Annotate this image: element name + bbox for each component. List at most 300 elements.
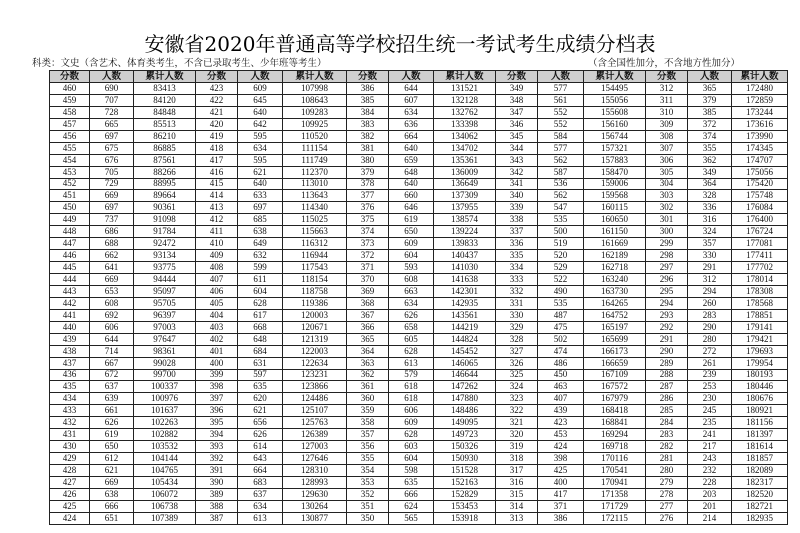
table-cell: 637 [90, 381, 134, 393]
table-cell: 398 [196, 381, 238, 393]
table-cell: 349 [688, 166, 732, 178]
table-row [50, 441, 788, 453]
table-row [50, 94, 788, 106]
table-cell: 292 [646, 321, 688, 333]
table-cell: 167572 [584, 381, 646, 393]
table-cell: 201 [688, 500, 732, 512]
table-cell: 352 [347, 488, 389, 500]
table-cell: 626 [389, 309, 434, 321]
table-row [50, 83, 788, 95]
table-cell: 276 [646, 512, 688, 524]
table-cell: 146644 [434, 369, 496, 381]
table-cell: 162189 [584, 250, 646, 262]
table-cell: 175420 [732, 178, 788, 190]
table-cell: 324 [688, 226, 732, 238]
table-cell: 648 [389, 166, 434, 178]
table-cell: 101637 [134, 405, 196, 417]
table-cell: 355 [688, 142, 732, 154]
table-cell: 606 [90, 321, 134, 333]
table-cell: 395 [196, 417, 238, 429]
table-cell: 342 [496, 166, 538, 178]
table-cell: 333 [496, 274, 538, 286]
table-cell: 529 [538, 262, 584, 274]
table-cell: 628 [238, 297, 283, 309]
table-cell: 410 [196, 238, 238, 250]
table-cell: 672 [90, 369, 134, 381]
table-cell: 638 [90, 488, 134, 500]
table-cell: 130877 [283, 512, 347, 524]
table-cell: 385 [688, 106, 732, 118]
table-cell: 110520 [283, 130, 347, 142]
column-header: 人数 [238, 71, 283, 83]
column-header: 累计人数 [434, 71, 496, 83]
table-cell: 147880 [434, 393, 496, 405]
table-cell: 106072 [134, 488, 196, 500]
table-cell: 658 [389, 321, 434, 333]
table-cell: 387 [196, 512, 238, 524]
table-cell: 178851 [732, 309, 788, 321]
table-cell: 398 [538, 453, 584, 465]
column-header: 累计人数 [134, 71, 196, 83]
table-cell: 638 [238, 226, 283, 238]
table-cell: 232 [688, 465, 732, 477]
table-row [50, 118, 788, 130]
table-row [50, 345, 788, 357]
table-cell: 283 [688, 309, 732, 321]
table-cell: 168418 [584, 405, 646, 417]
table-cell: 340 [496, 190, 538, 202]
table-cell: 628 [389, 345, 434, 357]
table-cell: 243 [688, 453, 732, 465]
table-cell: 640 [389, 142, 434, 154]
table-cell: 562 [538, 190, 584, 202]
table-cell: 137955 [434, 202, 496, 214]
table-cell: 106738 [134, 500, 196, 512]
table-cell: 637 [238, 488, 283, 500]
table-cell: 360 [347, 393, 389, 405]
table-cell: 444 [50, 274, 90, 286]
table-row [50, 285, 788, 297]
table-cell: 309 [646, 118, 688, 130]
table-cell: 324 [496, 381, 538, 393]
table-cell: 634 [238, 500, 283, 512]
table-cell: 474 [538, 345, 584, 357]
table-body [50, 83, 788, 525]
table-cell: 401 [196, 345, 238, 357]
column-header: 分数 [496, 71, 538, 83]
table-cell: 109283 [283, 106, 347, 118]
table-cell: 308 [646, 130, 688, 142]
table-cell: 426 [50, 488, 90, 500]
table-cell: 388 [196, 500, 238, 512]
table-cell: 180446 [732, 381, 788, 393]
table-cell: 579 [389, 369, 434, 381]
table-cell: 386 [347, 83, 389, 95]
table-cell: 434 [50, 393, 90, 405]
table-cell: 604 [389, 250, 434, 262]
table-cell: 140437 [434, 250, 496, 262]
table-cell: 158470 [584, 166, 646, 178]
table-row [50, 476, 788, 488]
table-cell: 166173 [584, 345, 646, 357]
table-cell: 100976 [134, 393, 196, 405]
table-cell: 632 [238, 250, 283, 262]
table-cell: 174345 [732, 142, 788, 154]
table-cell: 293 [646, 309, 688, 321]
table-cell: 686 [90, 226, 134, 238]
table-cell: 419 [196, 130, 238, 142]
table-cell: 656 [238, 417, 283, 429]
table-cell: 684 [238, 345, 283, 357]
table-cell: 107389 [134, 512, 196, 524]
table-cell: 89664 [134, 190, 196, 202]
table-row [50, 274, 788, 286]
table-cell: 312 [646, 83, 688, 95]
table-cell: 147262 [434, 381, 496, 393]
table-cell: 357 [688, 238, 732, 250]
table-cell: 593 [389, 262, 434, 274]
table-cell: 90361 [134, 202, 196, 214]
table-cell: 116312 [283, 238, 347, 250]
table-cell: 170541 [584, 465, 646, 477]
table-cell: 310 [646, 106, 688, 118]
table-cell: 440 [50, 321, 90, 333]
table-cell: 294 [646, 297, 688, 309]
table-cell: 599 [238, 262, 283, 274]
table-cell: 93775 [134, 262, 196, 274]
table-cell: 136649 [434, 178, 496, 190]
table-cell: 116944 [283, 250, 347, 262]
table-cell: 351 [347, 500, 389, 512]
table-cell: 307 [646, 142, 688, 154]
table-cell: 179141 [732, 321, 788, 333]
table-cell: 645 [238, 94, 283, 106]
table-cell: 609 [389, 417, 434, 429]
table-cell: 354 [347, 465, 389, 477]
table-cell: 153453 [434, 500, 496, 512]
table-cell: 95097 [134, 285, 196, 297]
table-cell: 179954 [732, 357, 788, 369]
table-cell: 393 [196, 441, 238, 453]
table-cell: 379 [347, 166, 389, 178]
table-cell: 214 [688, 512, 732, 524]
table-cell: 182520 [732, 488, 788, 500]
table-cell: 155608 [584, 106, 646, 118]
table-cell: 290 [688, 321, 732, 333]
table-cell: 611 [238, 274, 283, 286]
table-cell: 99028 [134, 357, 196, 369]
table-cell: 450 [538, 369, 584, 381]
table-cell: 287 [646, 381, 688, 393]
table-cell: 331 [496, 297, 538, 309]
table-cell: 178568 [732, 297, 788, 309]
table-cell: 125107 [283, 405, 347, 417]
table-cell: 641 [90, 262, 134, 274]
table-cell: 353 [347, 476, 389, 488]
table-cell: 364 [347, 345, 389, 357]
table-cell: 417 [538, 488, 584, 500]
table-row [50, 106, 788, 118]
table-cell: 311 [646, 94, 688, 106]
table-cell: 149095 [434, 417, 496, 429]
table-cell: 621 [90, 465, 134, 477]
table-cell: 180676 [732, 393, 788, 405]
table-cell: 475 [538, 321, 584, 333]
table-cell: 115663 [283, 226, 347, 238]
table-cell: 128993 [283, 476, 347, 488]
table-cell: 129630 [283, 488, 347, 500]
table-cell: 394 [196, 429, 238, 441]
table-row [50, 357, 788, 369]
table-cell: 439 [538, 405, 584, 417]
table-cell: 128310 [283, 465, 347, 477]
table-row [50, 321, 788, 333]
table-cell: 182089 [732, 465, 788, 477]
table-cell: 113010 [283, 178, 347, 190]
table-cell: 159006 [584, 178, 646, 190]
table-cell: 181614 [732, 441, 788, 453]
table-cell: 399 [196, 369, 238, 381]
table-cell: 228 [688, 476, 732, 488]
table-row [50, 250, 788, 262]
table-cell: 91784 [134, 226, 196, 238]
table-cell: 407 [196, 274, 238, 286]
table-cell: 99700 [134, 369, 196, 381]
table-cell: 316 [688, 214, 732, 226]
table-cell: 359 [347, 405, 389, 417]
column-header: 分数 [50, 71, 90, 83]
table-cell: 175748 [732, 190, 788, 202]
table-cell: 239 [688, 369, 732, 381]
table-cell: 604 [389, 453, 434, 465]
table-cell: 428 [50, 465, 90, 477]
table-cell: 176084 [732, 202, 788, 214]
column-header: 人数 [538, 71, 584, 83]
table-cell: 633 [238, 190, 283, 202]
table-cell: 520 [538, 250, 584, 262]
table-cell: 85513 [134, 118, 196, 130]
column-header: 人数 [688, 71, 732, 83]
table-cell: 642 [238, 118, 283, 130]
table-cell: 651 [90, 512, 134, 524]
table-cell: 165699 [584, 333, 646, 345]
table-cell: 167109 [584, 369, 646, 381]
table-cell: 522 [538, 274, 584, 286]
table-cell: 664 [238, 465, 283, 477]
table-cell: 374 [347, 226, 389, 238]
table-cell: 303 [646, 190, 688, 202]
table-cell: 163240 [584, 274, 646, 286]
table-cell: 121319 [283, 333, 347, 345]
table-cell: 431 [50, 429, 90, 441]
table-cell: 153918 [434, 512, 496, 524]
table-row [50, 393, 788, 405]
table-cell: 618 [389, 381, 434, 393]
table-cell: 245 [688, 405, 732, 417]
table-cell: 453 [50, 166, 90, 178]
table-cell: 127646 [283, 453, 347, 465]
table-cell: 175056 [732, 166, 788, 178]
table-cell: 88995 [134, 178, 196, 190]
table-cell: 332 [496, 285, 538, 297]
table-cell: 688 [90, 238, 134, 250]
table-cell: 315 [496, 488, 538, 500]
table-cell: 136009 [434, 166, 496, 178]
table-row [50, 417, 788, 429]
table-cell: 644 [90, 333, 134, 345]
table-cell: 134062 [434, 130, 496, 142]
table-cell: 346 [496, 118, 538, 130]
table-cell: 132762 [434, 106, 496, 118]
table-cell: 134702 [434, 142, 496, 154]
table-cell: 230 [688, 393, 732, 405]
table-cell: 433 [50, 405, 90, 417]
table-cell: 378 [347, 178, 389, 190]
table-cell: 423 [538, 417, 584, 429]
table-cell: 690 [90, 83, 134, 95]
table-cell: 635 [238, 381, 283, 393]
table-cell: 459 [50, 94, 90, 106]
table-cell: 165197 [584, 321, 646, 333]
table-row [50, 154, 788, 166]
table-cell: 157883 [584, 154, 646, 166]
table-cell: 177702 [732, 262, 788, 274]
table-cell: 325 [496, 369, 538, 381]
table-cell: 178014 [732, 274, 788, 286]
table-cell: 519 [538, 238, 584, 250]
table-cell: 334 [496, 262, 538, 274]
table-cell: 111749 [283, 154, 347, 166]
table-cell: 663 [389, 285, 434, 297]
table-cell: 425 [50, 500, 90, 512]
table-cell: 330 [496, 309, 538, 321]
table-cell: 298 [646, 250, 688, 262]
table-cell: 391 [196, 465, 238, 477]
table-cell: 304 [646, 178, 688, 190]
table-cell: 728 [90, 106, 134, 118]
table-cell: 302 [646, 202, 688, 214]
table-cell: 86210 [134, 130, 196, 142]
table-cell: 595 [238, 130, 283, 142]
table-cell: 370 [347, 274, 389, 286]
table-cell: 280 [646, 465, 688, 477]
table-cell: 282 [646, 441, 688, 453]
table-cell: 667 [90, 357, 134, 369]
table-cell: 613 [389, 357, 434, 369]
table-cell: 203 [688, 488, 732, 500]
table-cell: 156744 [584, 130, 646, 142]
table-cell: 335 [496, 250, 538, 262]
table-cell: 326 [496, 357, 538, 369]
table-cell: 337 [496, 226, 538, 238]
table-cell: 341 [496, 178, 538, 190]
table-cell: 450 [50, 202, 90, 214]
table-cell: 619 [389, 214, 434, 226]
table-cell: 430 [50, 441, 90, 453]
table-cell: 371 [538, 500, 584, 512]
table-cell: 439 [50, 333, 90, 345]
table-cell: 159568 [584, 190, 646, 202]
table-cell: 120003 [283, 309, 347, 321]
table-cell: 424 [538, 441, 584, 453]
table-cell: 330 [688, 250, 732, 262]
table-cell: 167979 [584, 393, 646, 405]
table-cell: 606 [389, 405, 434, 417]
table-cell: 587 [538, 166, 584, 178]
table-cell: 130264 [283, 500, 347, 512]
table-cell: 291 [688, 262, 732, 274]
table-cell: 390 [196, 476, 238, 488]
table-cell: 438 [50, 345, 90, 357]
table-cell: 619 [90, 429, 134, 441]
table-cell: 457 [50, 118, 90, 130]
table-cell: 235 [688, 417, 732, 429]
table-cell: 141030 [434, 262, 496, 274]
table-cell: 294 [688, 285, 732, 297]
table-cell: 166659 [584, 357, 646, 369]
table-cell: 152163 [434, 476, 496, 488]
table-cell: 412 [196, 214, 238, 226]
table-row [50, 309, 788, 321]
table-header-row [50, 71, 788, 83]
table-cell: 321 [496, 417, 538, 429]
table-cell: 312 [688, 274, 732, 286]
table-cell: 161150 [584, 226, 646, 238]
table-cell: 120671 [283, 321, 347, 333]
table-cell: 609 [389, 238, 434, 250]
table-cell: 164752 [584, 309, 646, 321]
table-cell: 157321 [584, 142, 646, 154]
table-cell: 100337 [134, 381, 196, 393]
table-cell: 114340 [283, 202, 347, 214]
table-cell: 649 [238, 238, 283, 250]
table-cell: 577 [538, 83, 584, 95]
table-cell: 406 [196, 285, 238, 297]
table-cell: 577 [538, 142, 584, 154]
table-cell: 416 [196, 166, 238, 178]
table-cell: 92472 [134, 238, 196, 250]
table-cell: 626 [238, 429, 283, 441]
table-cell: 117543 [283, 262, 347, 274]
table-cell: 150930 [434, 453, 496, 465]
table-cell: 665 [90, 118, 134, 130]
table-cell: 144219 [434, 321, 496, 333]
table-cell: 463 [538, 381, 584, 393]
table-cell: 86885 [134, 142, 196, 154]
table-row [50, 429, 788, 441]
table-cell: 286 [646, 393, 688, 405]
table-cell: 343 [496, 154, 538, 166]
table-cell: 363 [347, 357, 389, 369]
score-table [49, 70, 788, 525]
column-header: 累计人数 [283, 71, 347, 83]
table-cell: 683 [238, 476, 283, 488]
table-cell: 487 [538, 309, 584, 321]
table-cell: 427 [50, 476, 90, 488]
table-cell: 639 [90, 393, 134, 405]
column-header: 分数 [196, 71, 238, 83]
table-cell: 143561 [434, 309, 496, 321]
table-cell: 320 [496, 429, 538, 441]
table-cell: 634 [389, 297, 434, 309]
table-cell: 299 [646, 238, 688, 250]
table-cell: 636 [389, 118, 434, 130]
table-cell: 377 [347, 190, 389, 202]
table-cell: 397 [196, 393, 238, 405]
table-cell: 144824 [434, 333, 496, 345]
table-cell: 152829 [434, 488, 496, 500]
table-cell: 424 [50, 512, 90, 524]
